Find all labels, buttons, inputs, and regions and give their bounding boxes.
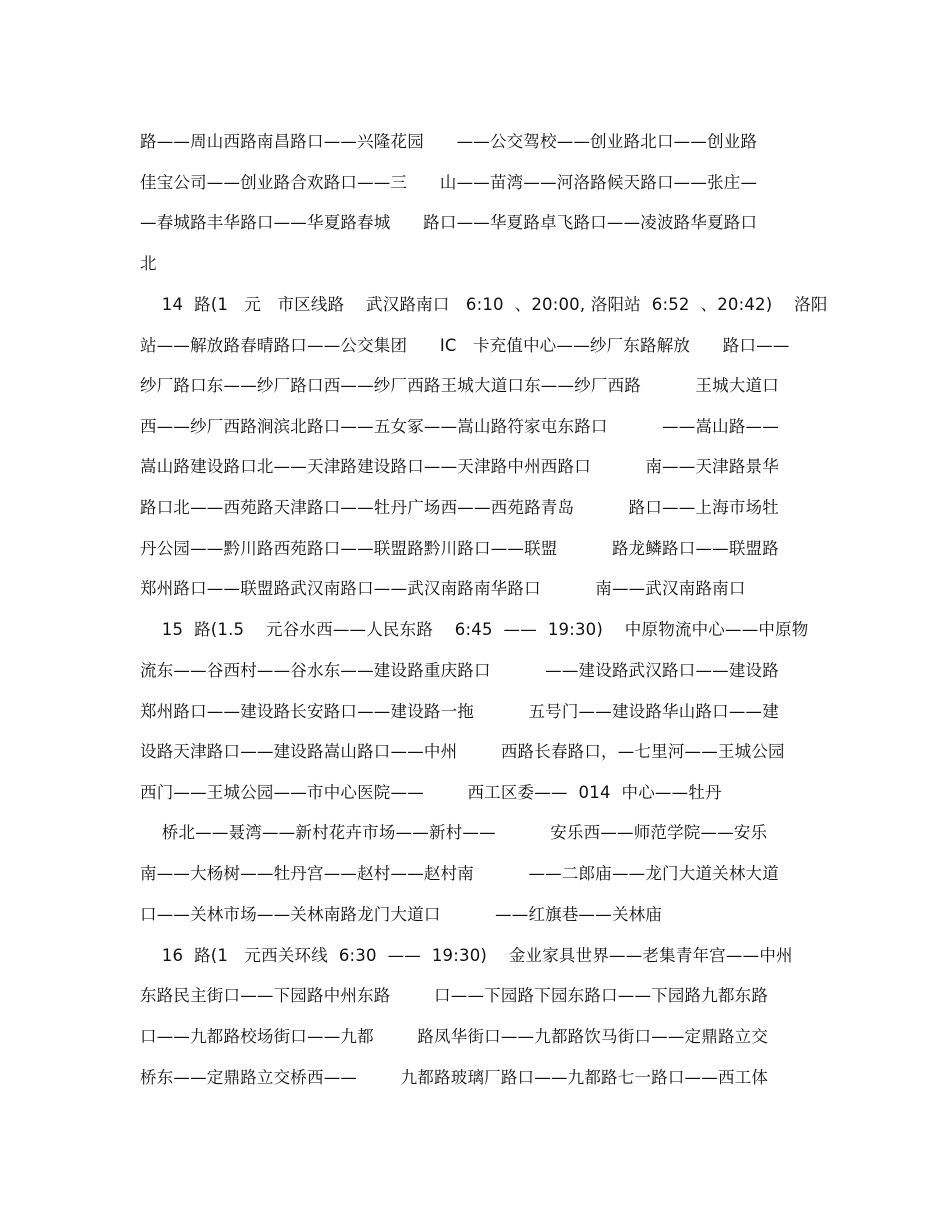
text-line: 口——九都路校场街口——九都 路凤华街口——九都路饮马街口——定鼎路立交 bbox=[140, 1027, 769, 1046]
text-line: 西门——王城公园——市中心医院—— 西工区委—— 014 中心——牡丹 bbox=[140, 783, 722, 802]
text-line: 桥东——定鼎路立交桥西—— 九都路玻璃厂路口——九都路七一路口——西工体 bbox=[140, 1068, 769, 1087]
text-line: —春城路丰华路口——华夏路春城 路口——华夏路卓飞路口——凌波路华夏路口 bbox=[140, 213, 758, 232]
text-line: 14 路(1 元 市区线路 武汉路南口 6:10 、20:00, 洛阳站 6:52 、20:42) 洛阳 bbox=[140, 295, 828, 314]
text-line: 15 路(1.5 元谷水西——人民东路 6:45 —— 19:30) 中原物流中心——中原物 bbox=[140, 620, 809, 639]
text-line: 纱厂路口东——纱厂路口西——纱厂西路王城大道口东——纱厂西路 王城大道口 bbox=[140, 376, 779, 395]
text-line: 东路民主街口——下园路中州东路 口——下园路下园东路口——下园路九都东路 bbox=[140, 986, 769, 1005]
text-line: 路口北——西苑路天津路口——牡丹广场西——西苑路青岛 路口——上海市场牡 bbox=[140, 498, 779, 517]
text-line: 桥北——聂湾——新村花卉市场——新村—— 安乐西——师范学院——安乐 bbox=[140, 823, 768, 842]
text-line: 郑州路口——建设路长安路口——建设路一拖 五号门——建设路华山路口——建 bbox=[140, 702, 779, 721]
text-line: 南——大杨树——牡丹宫——赵村——赵村南 ——二郎庙——龙门大道关林大道 bbox=[140, 864, 779, 883]
text-line: 路——周山西路南昌路口——兴隆花园 ——公交驾校——创业路北口——创业路 bbox=[140, 132, 758, 151]
text-line: 16 路(1 元西关环线 6:30 —— 19:30) 金业家具世界——老集青年宫——中州 bbox=[140, 946, 793, 965]
text-line: 北 bbox=[140, 254, 157, 273]
text-line: 郑州路口——联盟路武汉南路口——武汉南路南华路口 南——武汉南路南口 bbox=[140, 579, 746, 598]
text-line: 口——关林市场——关林南路龙门大道口 ——红旗巷——关林庙 bbox=[140, 905, 663, 924]
text-line: 设路天津路口——建设路嵩山路口——中州 西路长春路口，—七里河——王城公园 bbox=[140, 742, 785, 761]
text-line: 西——纱厂西路涧滨北路口——五女冢——嵩山路符家屯东路口 ——嵩山路—— bbox=[140, 417, 779, 436]
text-line: 流东——谷西村——谷水东——建设路重庆路口 ——建设路武汉路口——建设路 bbox=[140, 661, 779, 680]
text-line: 丹公园——黔川路西苑路口——联盟路黔川路口——联盟 路龙鳞路口——联盟路 bbox=[140, 539, 779, 558]
text-line: 站——解放路春晴路口——公交集团 IC 卡充值中心——纱厂东路解放 路口—— bbox=[140, 336, 790, 355]
text-line: 佳宝公司——创业路合欢路口——三 山——苗湾——河洛路候天路口——张庄— bbox=[140, 173, 758, 192]
text-line: 嵩山路建设路口北——天津路建设路口——天津路中州西路口 南——天津路景华 bbox=[140, 457, 779, 476]
